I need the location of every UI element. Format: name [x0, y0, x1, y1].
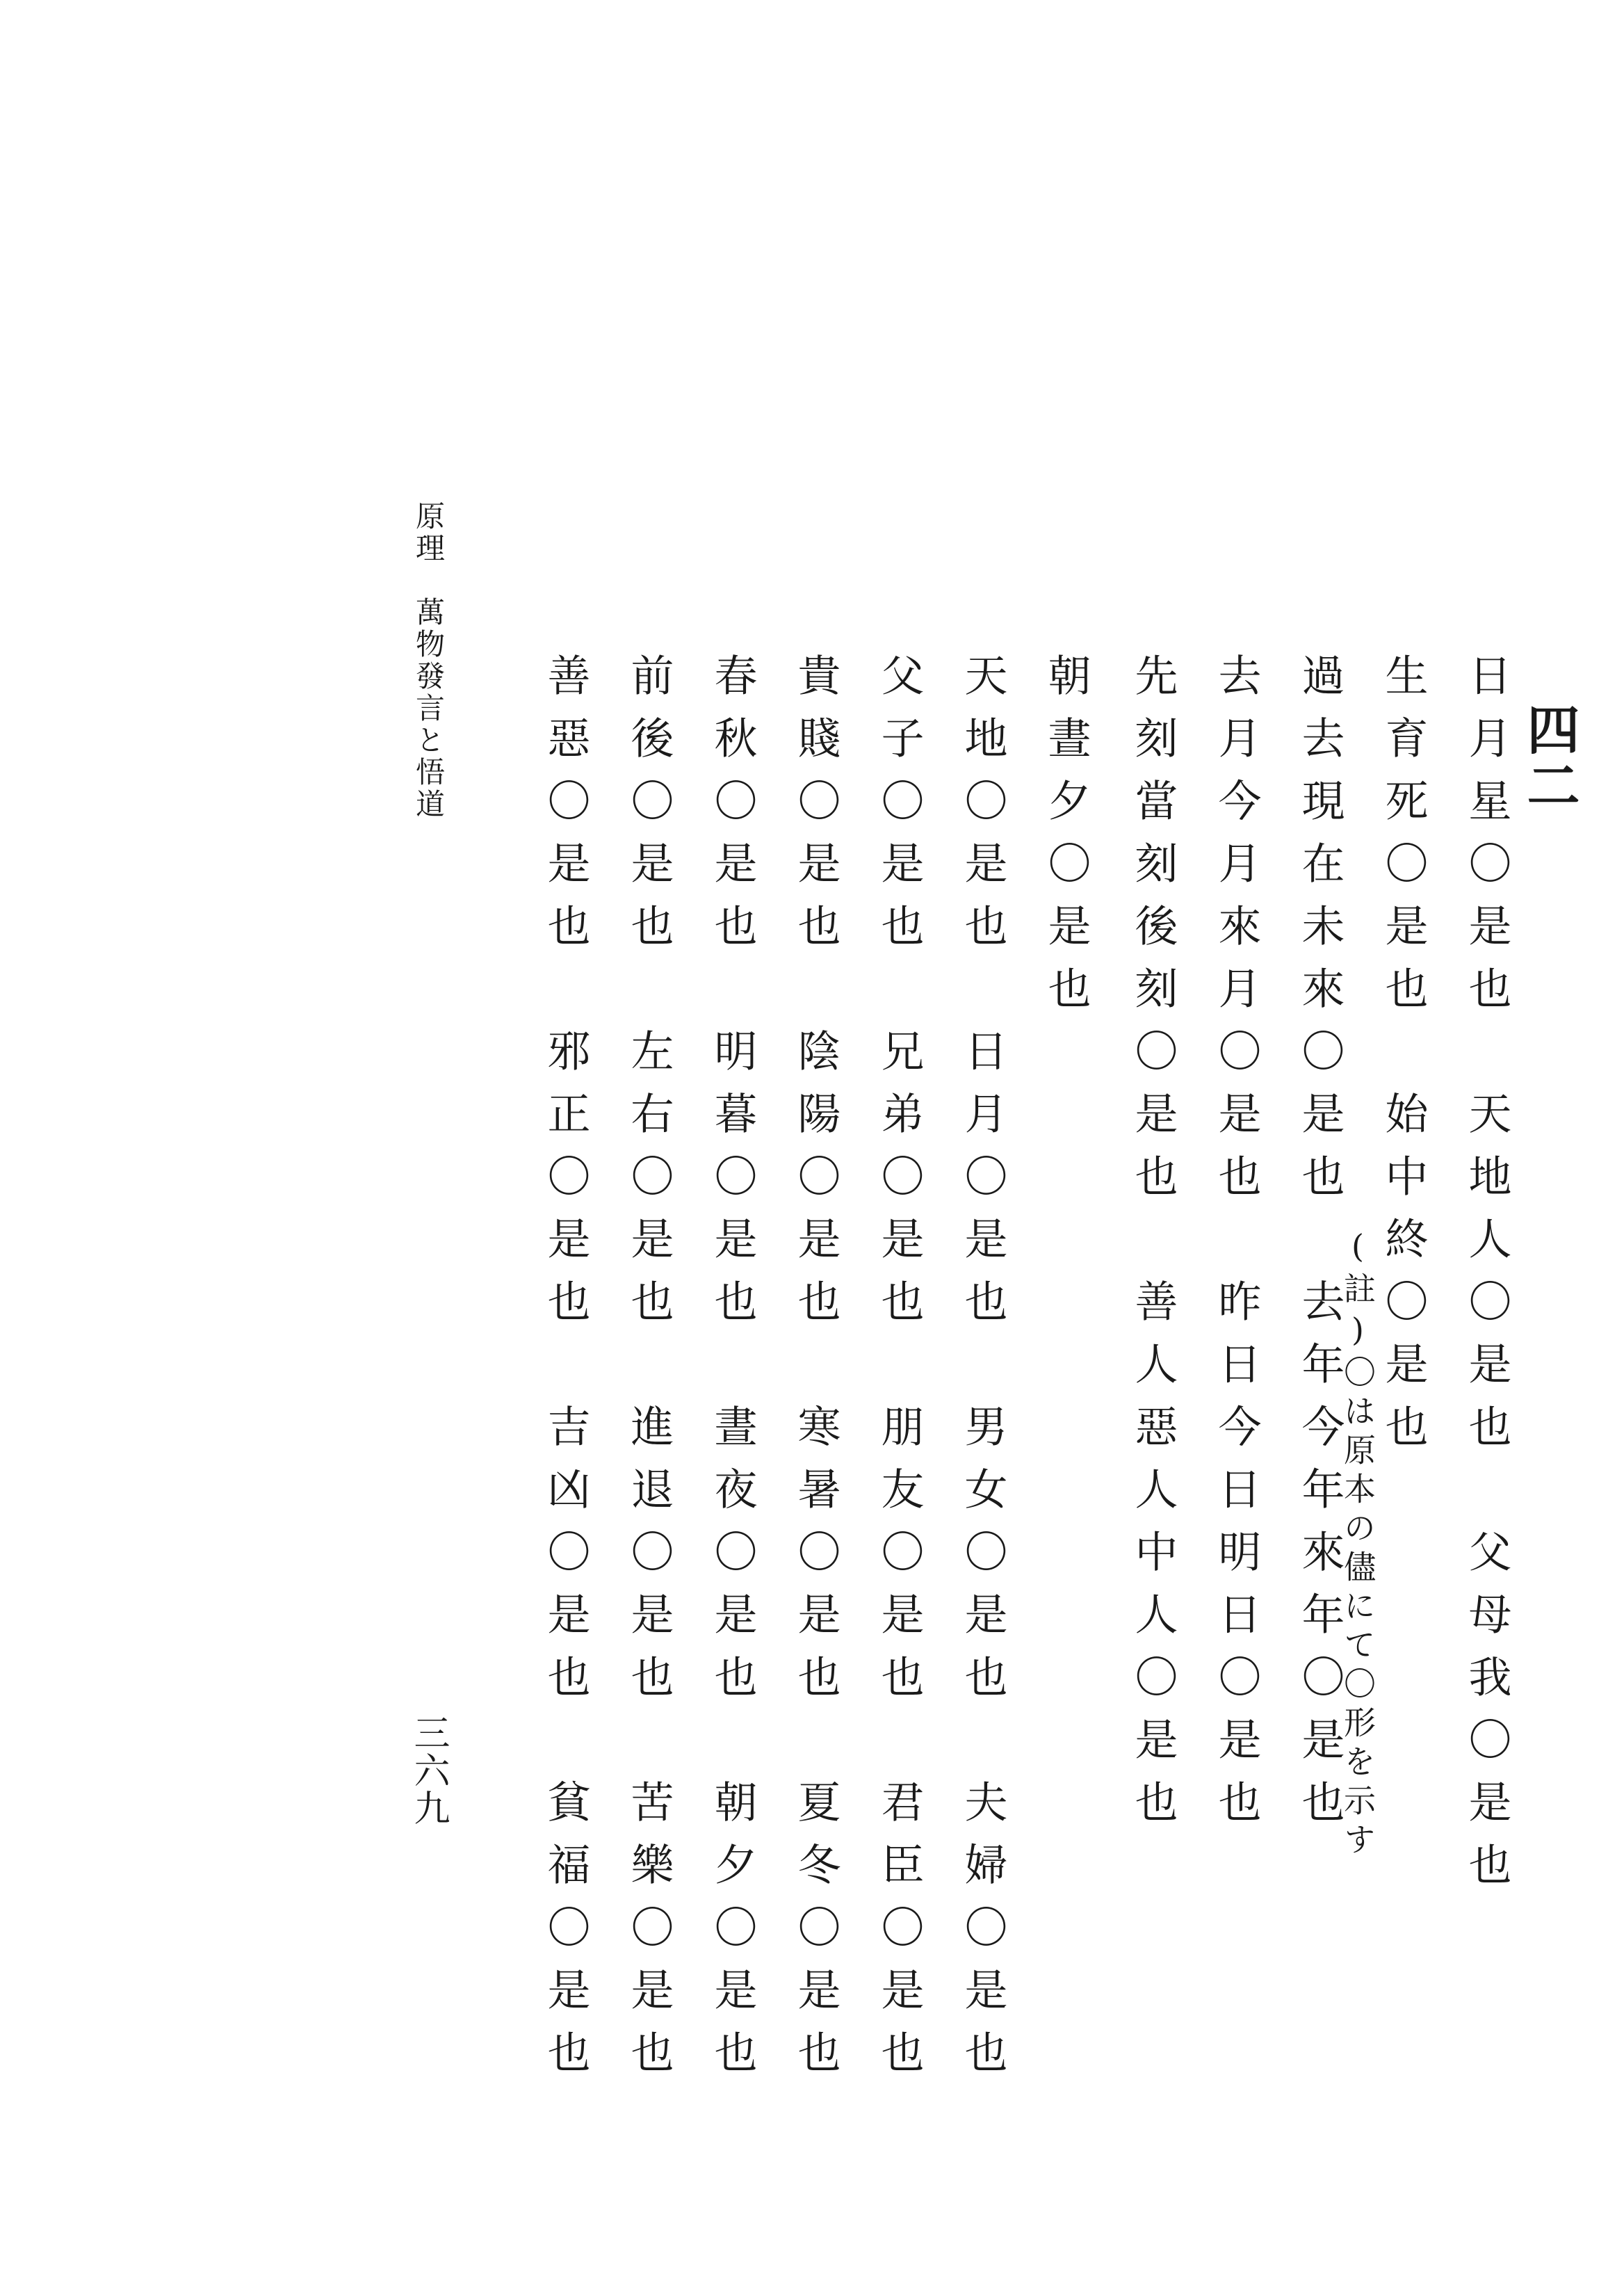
text-phrase: 邪正〇是也 — [540, 1028, 591, 1341]
text-phrase: 父母我〇是也 — [1461, 1529, 1512, 1905]
section-number: 四二 — [1518, 702, 1580, 814]
text-phrase: 朝夕〇是也 — [707, 1779, 758, 2092]
text-phrase: 晝夜〇是也 — [707, 1404, 758, 1717]
text-phrase: 天地人〇是也 — [1461, 1091, 1512, 1467]
text-phrase: 前後〇是也 — [624, 653, 674, 966]
text-phrase: 吉凶〇是也 — [540, 1404, 591, 1717]
text-phrase: 朝晝夕〇是也 — [1041, 653, 1091, 1028]
text-phrase: 生育死〇是也 — [1378, 653, 1429, 1028]
text-phrase: 日月〇是也 — [957, 1028, 1008, 1341]
text-column — [501, 372, 630, 2092]
text-phrase: 先刻當刻後刻〇是也 — [1128, 653, 1178, 1216]
text-phrase: 去年今年來年〇是也 — [1294, 1279, 1345, 1842]
text-phrase: 父子〇是也 — [874, 653, 925, 966]
text-phrase: 寒暑〇是也 — [790, 1404, 841, 1717]
text-phrase: 春秋〇是也 — [707, 653, 758, 966]
editorial-note: (註)〇は原本の儘にて〇形を示す — [1339, 1227, 1377, 1862]
text-phrase: 天地〇是也 — [957, 653, 1008, 966]
text-phrase: 左右〇是也 — [624, 1028, 674, 1341]
text-phrase: 君臣〇是也 — [874, 1779, 925, 2092]
text-phrase: 男女〇是也 — [957, 1404, 1008, 1717]
text-phrase: 貴賤〇是也 — [790, 653, 841, 966]
text-phrase: 朋友〇是也 — [874, 1404, 925, 1717]
text-phrase: 貧福〇是也 — [540, 1779, 591, 2092]
text-phrase: 善人惡人中人〇是也 — [1128, 1279, 1178, 1842]
text-phrase: 善惡〇是也 — [540, 653, 591, 966]
page-number: 三六九 — [407, 1714, 449, 1827]
text-phrase: 進退〇是也 — [624, 1404, 674, 1717]
text-phrase: 去月今月來月〇是也 — [1211, 653, 1262, 1216]
text-phrase: 過去現在未來〇是也 — [1294, 653, 1345, 1216]
text-phrase: 兄弟〇是也 — [874, 1028, 925, 1341]
text-phrase: 夫婦〇是也 — [957, 1779, 1008, 2092]
running-head: 原理 萬物發言と悟道 — [412, 501, 446, 821]
text-phrase: 始中終〇是也 — [1378, 1091, 1429, 1467]
text-phrase: 昨日今日明日〇是也 — [1211, 1279, 1262, 1842]
text-phrase: 苦樂〇是也 — [624, 1779, 674, 2092]
text-phrase: 陰陽〇是也 — [790, 1028, 841, 1341]
text-phrase: 夏冬〇是也 — [790, 1779, 841, 2092]
text-phrase: 明暮〇是也 — [707, 1028, 758, 1341]
text-phrase: 日月星〇是也 — [1461, 653, 1512, 1028]
